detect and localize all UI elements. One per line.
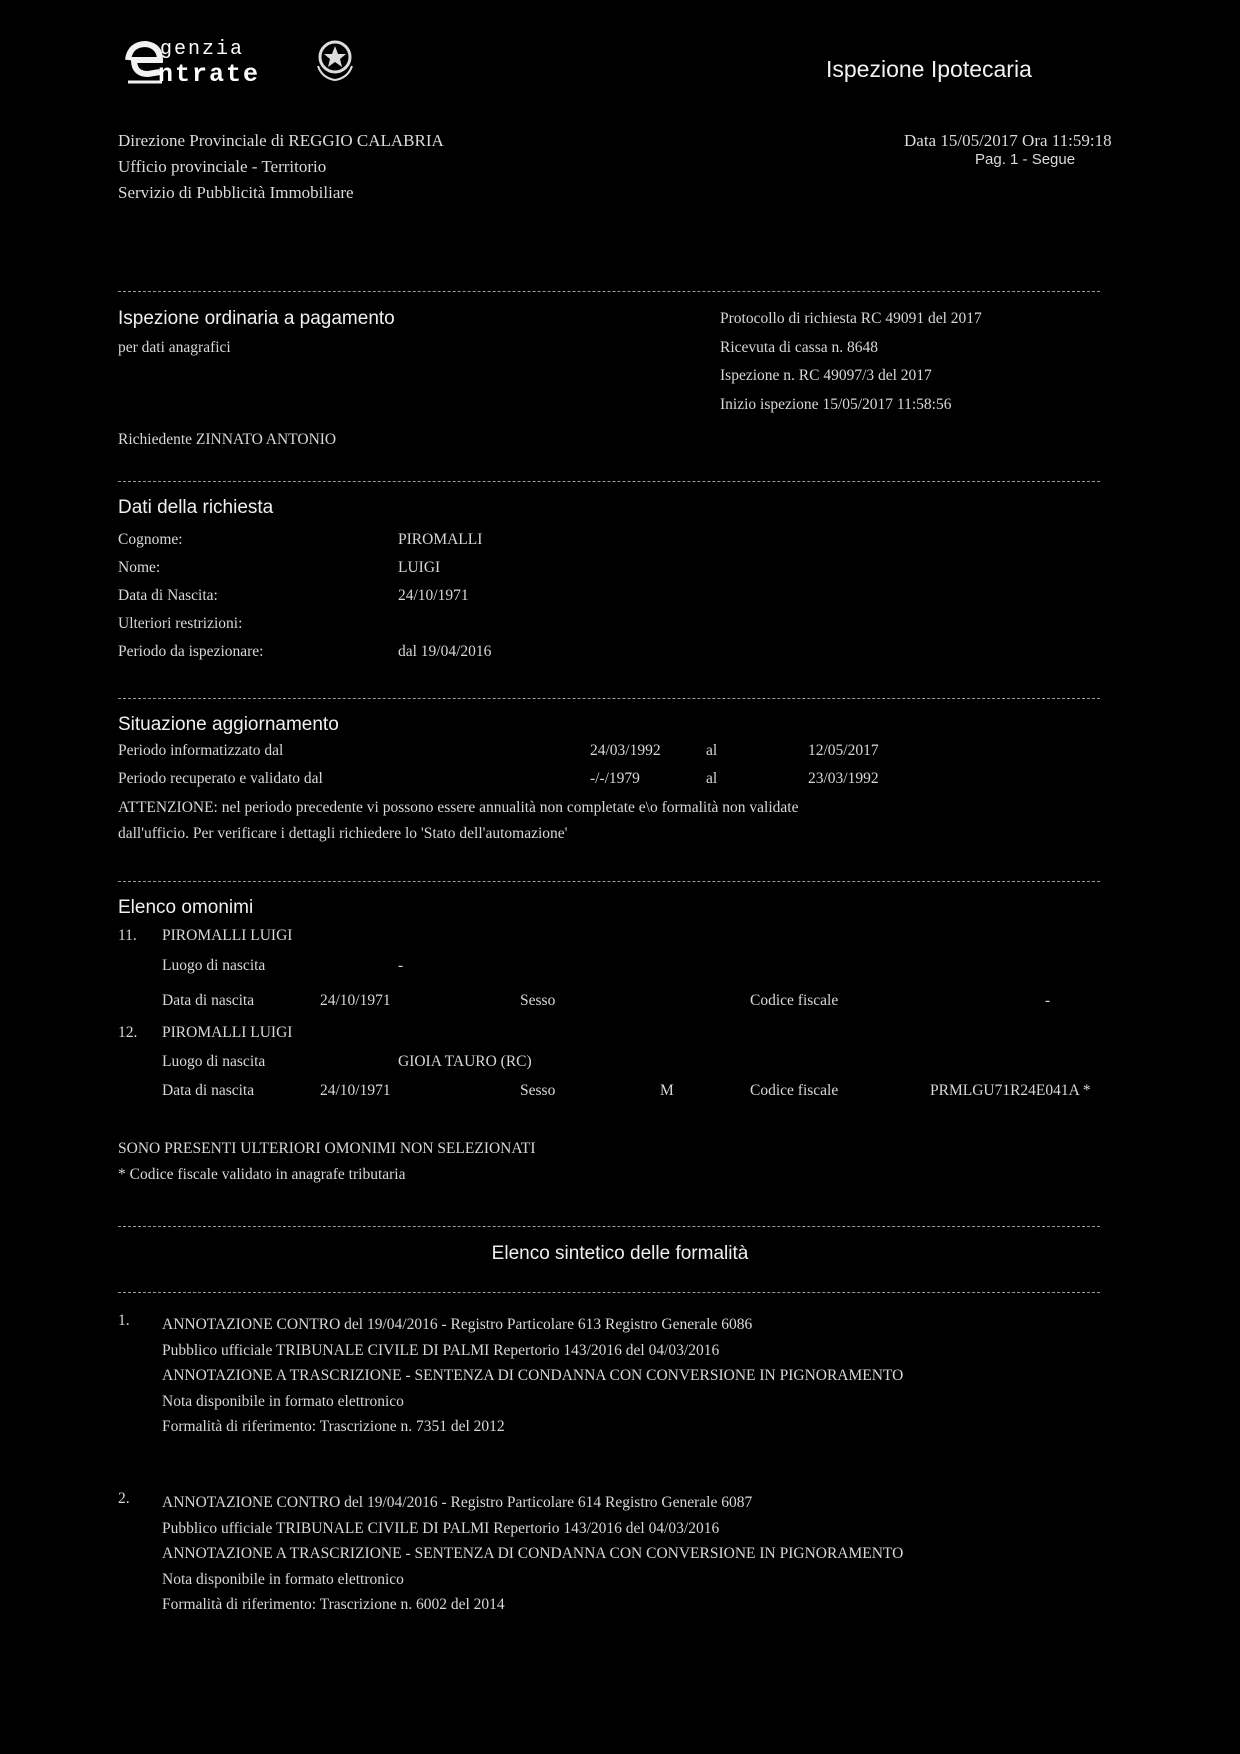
formalita-lines xyxy=(162,1490,903,1618)
formalita-line: Formalità di riferimento: Trascrizione n. 7351 del 2012 xyxy=(162,1418,505,1435)
office-line-1: Direzione Provinciale di REGGIO CALABRIA xyxy=(118,131,444,150)
formalita-line: Pubblico ufficiale TRIBUNALE CIVILE DI PALMI Repertorio 143/2016 del 04/03/2016 xyxy=(162,1341,720,1359)
dati-title: Dati della richiesta xyxy=(118,497,274,518)
omonimo-number: 12. xyxy=(118,1024,138,1041)
request-subtitle: per dati anagrafici xyxy=(118,339,231,356)
divider xyxy=(118,291,1100,292)
formalita-line: Pubblico ufficiale TRIBUNALE CIVILE DI PALMI Repertorio 143/2016 del 04/03/2016 xyxy=(162,1519,720,1537)
situazione-title: Situazione aggiornamento xyxy=(118,714,339,735)
divider xyxy=(118,1226,1100,1227)
formalita-line: ANNOTAZIONE CONTRO del 19/04/2016 - Registro Particolare 613 Registro Generale 6086 xyxy=(162,1316,753,1333)
periodo-recuperato-from: -/-/1979 xyxy=(590,770,640,787)
requester: Richiedente ZINNATO ANTONIO xyxy=(118,431,337,448)
formalita-number: 1. xyxy=(118,1312,130,1329)
office-line-2: Ufficio provinciale - Territorio xyxy=(118,157,327,176)
divider xyxy=(118,481,1100,482)
inspection-start: Inizio ispezione 15/05/2017 11:58:56 xyxy=(720,396,952,413)
periodo-informatizzato-al: al xyxy=(706,742,718,759)
codice-fiscale-footnote: * Codice fiscale validato in anagrafe tributaria xyxy=(118,1166,406,1183)
formalita-line: Formalità di riferimento: Trascrizione n. 6002 del 2014 xyxy=(162,1596,505,1613)
codice-fiscale-label: Codice fiscale xyxy=(750,992,839,1009)
data-nascita-value: 24/10/1971 xyxy=(320,992,391,1009)
formalita-line: ANNOTAZIONE A TRASCRIZIONE - SENTENZA DI CONDANNA CON CONVERSIONE IN PIGNORAMENTO xyxy=(162,1545,904,1562)
divider xyxy=(118,698,1100,699)
luogo-label: Luogo di nascita xyxy=(162,957,266,974)
data-nascita-value: 24/10/1971 xyxy=(320,1082,391,1099)
omonimo-name: PIROMALLI LUIGI xyxy=(162,927,293,944)
dati-value: PIROMALLI xyxy=(398,531,483,548)
dati-label: Periodo da ispezionare: xyxy=(118,643,264,660)
formalita-line: ANNOTAZIONE A TRASCRIZIONE - SENTENZA DI CONDANNA CON CONVERSIONE IN PIGNORAMENTO xyxy=(162,1367,904,1384)
luogo-value: GIOIA TAURO (RC) xyxy=(398,1053,532,1070)
periodo-informatizzato-to: 12/05/2017 xyxy=(808,742,879,759)
formalita-line: Nota disponibile in formato elettronico xyxy=(162,1392,404,1410)
dati-label: Nome: xyxy=(118,559,161,576)
divider xyxy=(118,881,1100,882)
formalita-number: 2. xyxy=(118,1490,130,1507)
data-nascita-label: Data di nascita xyxy=(162,992,255,1009)
office-line-3: Servizio di Pubblicità Immobiliare xyxy=(118,183,354,202)
data-nascita-label: Data di nascita xyxy=(162,1082,255,1099)
request-title: Ispezione ordinaria a pagamento xyxy=(118,308,395,329)
formalita-title: Elenco sintetico delle formalità xyxy=(491,1243,749,1264)
codice-fiscale-value: PRMLGU71R24E041A * xyxy=(930,1082,1091,1099)
omonimi-note: SONO PRESENTI ULTERIORI OMONIMI NON SELEZIONATI xyxy=(118,1140,536,1157)
date-time: Data 15/05/2017 Ora 11:59:18 xyxy=(904,131,1112,150)
omonimo-number: 11. xyxy=(118,927,137,944)
logo-text-top: genzia xyxy=(160,38,245,61)
receipt: Ricevuta di cassa n. 8648 xyxy=(720,339,878,356)
sesso-label: Sesso xyxy=(520,1082,556,1099)
divider xyxy=(118,1292,1100,1293)
formalita-line: ANNOTAZIONE CONTRO del 19/04/2016 - Registro Particolare 614 Registro Generale 6087 xyxy=(162,1494,753,1511)
page-number: Pag. 1 - Segue xyxy=(975,151,1076,168)
sesso-value: M xyxy=(660,1082,674,1099)
luogo-label: Luogo di nascita xyxy=(162,1053,266,1070)
periodo-recuperato-label: Periodo recuperato e validato dal xyxy=(118,770,323,787)
codice-fiscale-value: - xyxy=(1045,992,1051,1009)
codice-fiscale-label: Codice fiscale xyxy=(750,1082,839,1099)
periodo-informatizzato-from: 24/03/1992 xyxy=(590,742,661,759)
sesso-label: Sesso xyxy=(520,992,556,1009)
omonimi-title: Elenco omonimi xyxy=(118,897,254,918)
inspection-number: Ispezione n. RC 49097/3 del 2017 xyxy=(720,367,932,384)
dati-label: Ulteriori restrizioni: xyxy=(118,615,243,632)
formalita-lines xyxy=(162,1312,903,1440)
emblem-icon xyxy=(310,34,360,84)
protocol: Protocollo di richiesta RC 49091 del 2017 xyxy=(720,310,982,327)
logo-text-bottom: ntrate xyxy=(158,60,261,89)
warning-line-2: dall'ufficio. Per verificare i dettagli richiedere lo 'Stato dell'automazione' xyxy=(118,825,568,842)
omonimo-name: PIROMALLI LUIGI xyxy=(162,1024,293,1041)
formalita-line: Nota disponibile in formato elettronico xyxy=(162,1570,404,1588)
warning-line-1: ATTENZIONE: nel periodo precedente vi possono essere annualità non completate e\o formalità non validate xyxy=(118,799,799,816)
dati-value: LUIGI xyxy=(398,559,441,576)
periodo-recuperato-al: al xyxy=(706,770,718,787)
periodo-informatizzato-label: Periodo informatizzato dal xyxy=(118,742,284,759)
dati-value: dal 19/04/2016 xyxy=(398,643,492,660)
dati-label: Data di Nascita: xyxy=(118,587,218,604)
document-title: Ispezione Ipotecaria xyxy=(826,56,1032,82)
luogo-value: - xyxy=(398,957,404,974)
dati-value: 24/10/1971 xyxy=(398,587,469,604)
dati-label: Cognome: xyxy=(118,531,183,548)
periodo-recuperato-to: 23/03/1992 xyxy=(808,770,879,787)
